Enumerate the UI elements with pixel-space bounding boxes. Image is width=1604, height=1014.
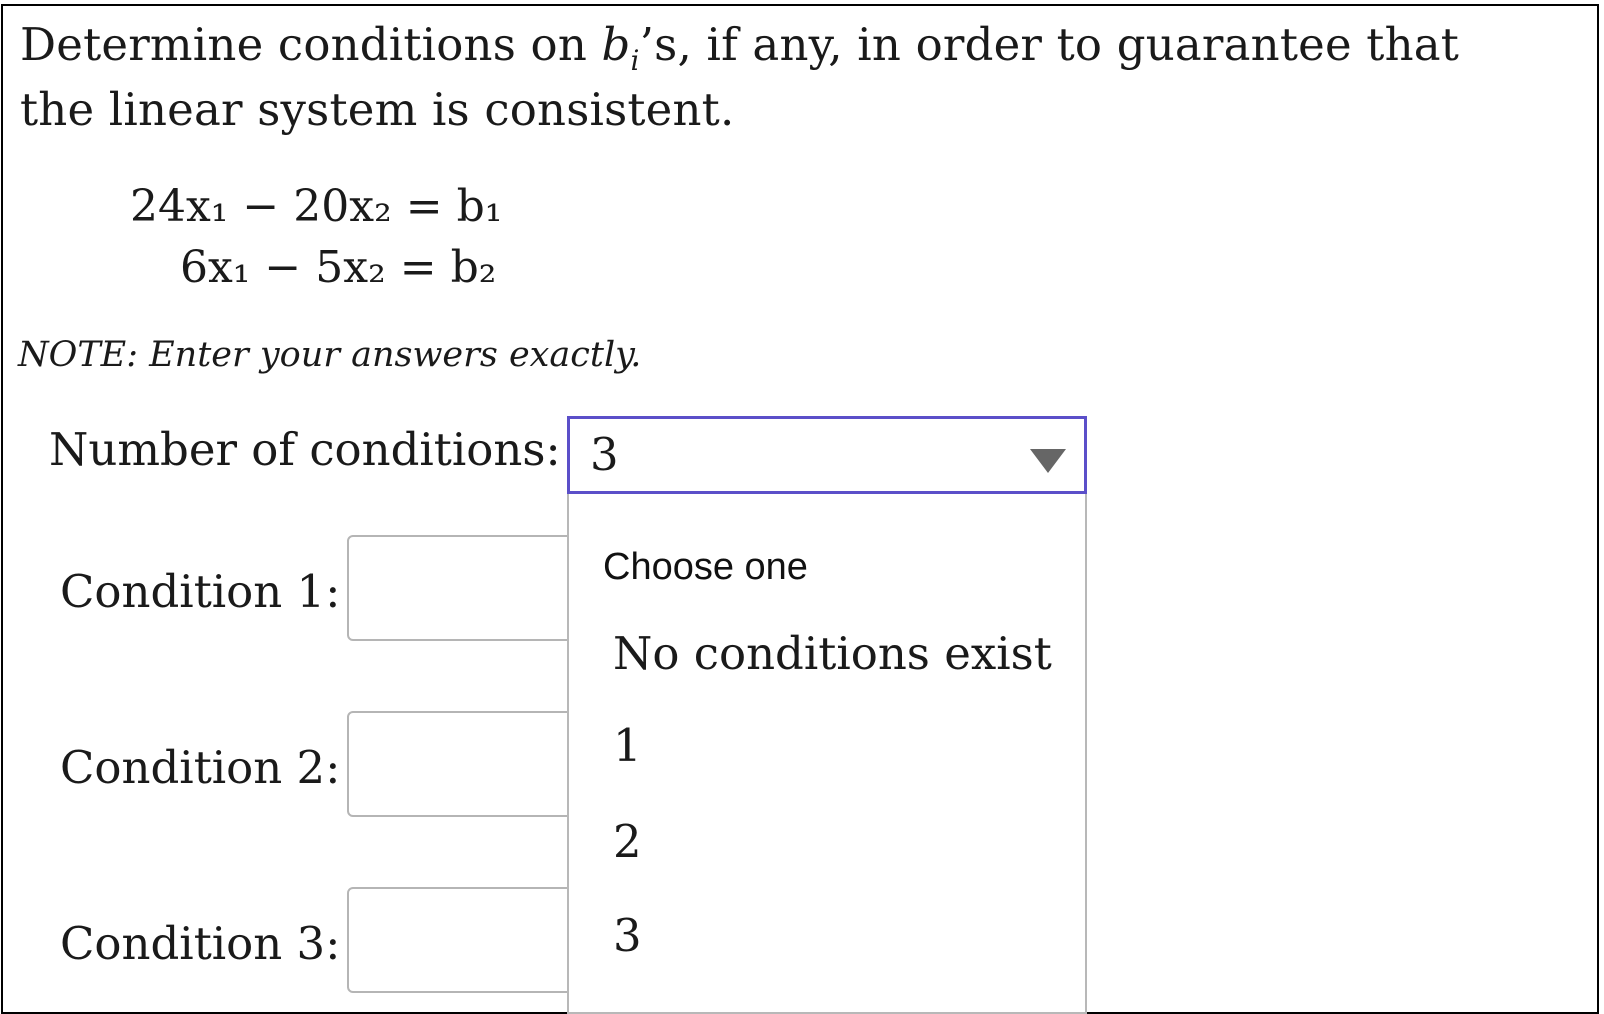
note-text: NOTE: Enter your answers exactly. — [18, 335, 642, 375]
number-of-conditions-select[interactable] — [567, 416, 1087, 494]
selected-value: 3 — [590, 428, 619, 481]
equation-2 — [180, 238, 496, 298]
dropdown-header: Choose one — [603, 546, 808, 588]
number-of-conditions-label: Number of conditions: — [49, 423, 561, 476]
prompt-variable: b — [601, 18, 631, 71]
equation-2-rhs: = b₂ — [399, 242, 497, 293]
option-3[interactable]: 3 — [613, 909, 642, 962]
condition-1-label: Condition 1: — [60, 565, 341, 618]
prompt-variable-subscript: i — [630, 43, 640, 77]
equation-1 — [130, 177, 502, 237]
condition-2-label: Condition 2: — [60, 741, 341, 794]
equation-1-lhs: 24x₁ − 20x₂ — [130, 181, 392, 232]
equation-2-lhs: 6x₁ − 5x₂ — [180, 242, 386, 293]
equation-1-rhs: = b₁ — [405, 181, 503, 232]
prompt-line-2: the linear system is consistent. — [20, 83, 735, 136]
prompt-text-end: ’s, if any, in order to guarantee that — [639, 18, 1460, 71]
option-no-conditions[interactable]: No conditions exist — [613, 627, 1052, 680]
option-2[interactable]: 2 — [613, 815, 642, 868]
prompt-text-start: Determine conditions on — [20, 18, 602, 71]
condition-3-label: Condition 3: — [60, 917, 341, 970]
option-1[interactable]: 1 — [613, 719, 642, 772]
dropdown-caret-icon[interactable] — [1030, 449, 1066, 473]
conditions-dropdown-menu — [567, 494, 1087, 1014]
prompt-line-1 — [20, 13, 1459, 77]
